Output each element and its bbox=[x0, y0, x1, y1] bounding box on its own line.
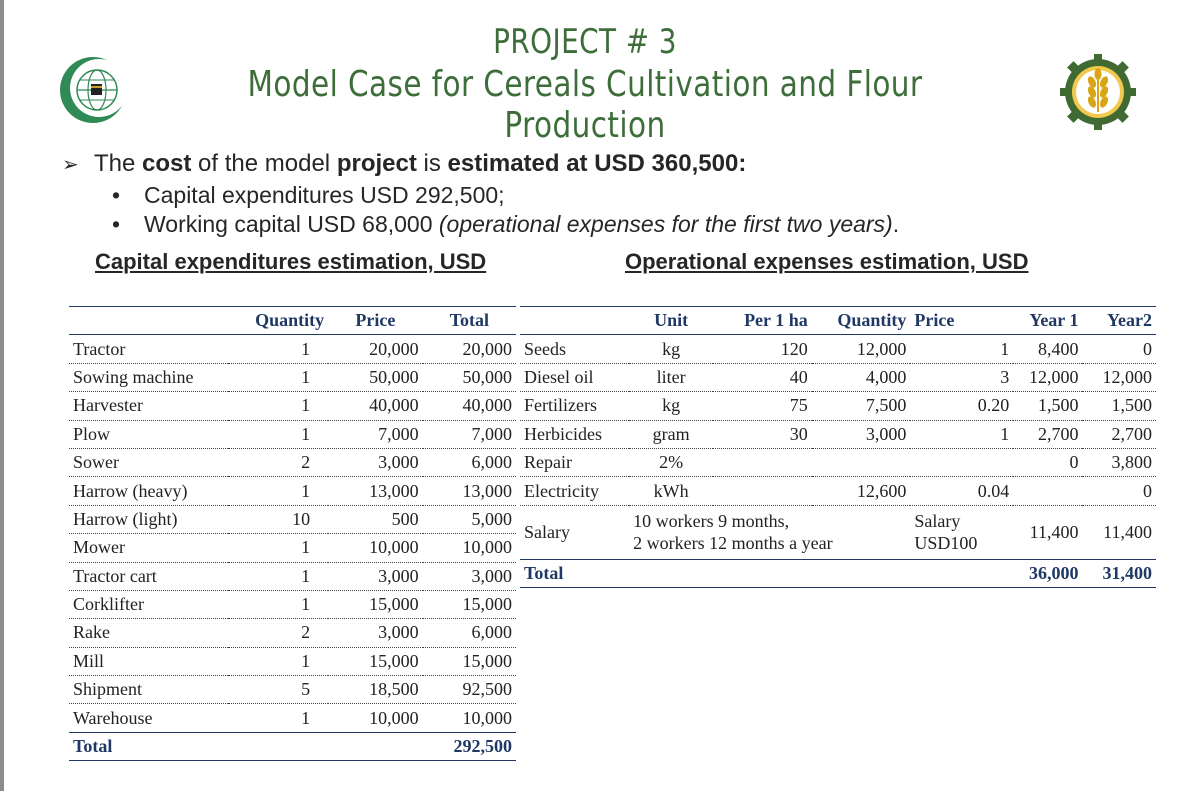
sub-bullet-capex bbox=[112, 182, 505, 209]
opex-cell: 11,400 bbox=[1029, 521, 1079, 542]
capex-cell: 1 bbox=[301, 565, 311, 586]
opex-cell: 12,000 bbox=[1028, 366, 1079, 387]
cost-summary bbox=[62, 150, 746, 178]
capex-cell: 15,000 bbox=[462, 650, 512, 671]
capex-col-total: Total bbox=[449, 310, 489, 331]
page-title-line2: Model Case for Cereals Cultivation and Flour Production bbox=[247, 64, 923, 146]
opex-cell: 30 bbox=[789, 423, 808, 444]
summary-mid2: is bbox=[416, 150, 448, 177]
capex-cell: Harrow (light) bbox=[73, 508, 178, 529]
opex-col-unit: Unit bbox=[654, 310, 689, 331]
capex-table bbox=[69, 306, 516, 761]
arrow-bullet-icon: ➢ bbox=[62, 154, 79, 176]
capex-cell: 3,000 bbox=[378, 622, 419, 643]
capex-cell: Shipment bbox=[73, 679, 143, 700]
capex-total-label: Total bbox=[73, 736, 113, 757]
opex-cell: 1,500 bbox=[1111, 395, 1152, 416]
capex-cell: Tractor cart bbox=[73, 565, 157, 586]
capex-cell: Sowing machine bbox=[73, 366, 194, 387]
capex-row bbox=[69, 534, 516, 562]
opex-cell: 1,500 bbox=[1037, 395, 1079, 416]
opex-header-row bbox=[520, 307, 1156, 335]
opex-cell: 120 bbox=[780, 338, 808, 359]
capex-cell: 1 bbox=[301, 537, 311, 558]
opex-cell bbox=[812, 448, 911, 476]
capex-cell: 10 bbox=[292, 508, 311, 529]
opex-cell: 0 bbox=[1069, 452, 1079, 473]
opex-row bbox=[520, 363, 1156, 391]
sub-bullet-wc-italic: (operational expenses for the first two years) bbox=[438, 211, 893, 237]
opex-cell: 2% bbox=[659, 452, 684, 473]
opex-cell bbox=[910, 448, 1013, 476]
sub-bullet-capex-text: Capital expenditures USD 292,500; bbox=[144, 182, 505, 208]
opex-cell: kWh bbox=[653, 480, 689, 501]
capex-cell: 1 bbox=[301, 594, 311, 615]
capex-cell: 6,000 bbox=[471, 622, 512, 643]
capex-cell: Rake bbox=[73, 622, 110, 643]
opex-salary-price-line2: USD100 bbox=[914, 533, 978, 554]
opex-total-label: Total bbox=[524, 562, 564, 583]
opex-heading: Operational expenses estimation, USD bbox=[625, 249, 1029, 274]
opex-cell: 12,000 bbox=[1102, 366, 1152, 387]
dot-bullet-icon: • bbox=[112, 211, 121, 237]
opex-col-price: Price bbox=[914, 310, 955, 331]
capex-cell: 10,000 bbox=[369, 707, 419, 728]
capex-row bbox=[69, 590, 516, 618]
opex-salary-desc-line1: 10 workers 9 months, bbox=[633, 511, 790, 532]
capex-cell: 5,000 bbox=[471, 508, 512, 529]
capex-cell: 1 bbox=[301, 480, 311, 501]
summary-cost: cost bbox=[142, 150, 192, 177]
opex-cell: kg bbox=[662, 395, 681, 416]
capex-cell: 1 bbox=[301, 338, 311, 359]
opex-row bbox=[520, 448, 1156, 476]
capex-cell: Tractor bbox=[73, 338, 126, 359]
capex-row bbox=[69, 704, 516, 732]
capex-total-value: 292,500 bbox=[453, 736, 512, 757]
opex-cell: Seeds bbox=[524, 338, 566, 359]
capex-cell: 6,000 bbox=[471, 452, 512, 473]
capex-cell: 50,000 bbox=[462, 366, 512, 387]
opex-cell: Herbicides bbox=[524, 423, 602, 444]
capex-header-row bbox=[69, 307, 516, 335]
capex-row bbox=[69, 335, 516, 363]
summary-mid1: of the model bbox=[191, 150, 337, 177]
capex-cell: 7,000 bbox=[471, 423, 512, 444]
sub-bullet-wc-end: . bbox=[892, 211, 900, 237]
opex-salary-desc-line2: 2 workers 12 months a year bbox=[633, 533, 833, 554]
capex-cell: 40,000 bbox=[462, 395, 512, 416]
opex-cell: 4,000 bbox=[865, 366, 907, 387]
capex-cell: Plow bbox=[73, 423, 111, 444]
capex-cell: 15,000 bbox=[369, 650, 419, 671]
opex-cell: 8,400 bbox=[1037, 338, 1079, 359]
capex-cell: 1 bbox=[301, 707, 311, 728]
opex-cell bbox=[713, 448, 812, 476]
summary-estimated: estimated at USD 360,500: bbox=[447, 150, 747, 177]
capex-cell: 3,000 bbox=[378, 452, 419, 473]
opex-cell: 3,000 bbox=[865, 423, 907, 444]
capex-row bbox=[69, 477, 516, 505]
capex-cell: 1 bbox=[301, 650, 311, 671]
wheat-gear-icon bbox=[1058, 52, 1138, 132]
capex-cell: Harrow (heavy) bbox=[73, 480, 188, 501]
opex-cell: 12,600 bbox=[856, 480, 907, 501]
opex-cell: Diesel oil bbox=[524, 366, 594, 387]
capex-row bbox=[69, 363, 516, 391]
capex-col-quantity: Quantity bbox=[255, 310, 325, 331]
capex-cell: Warehouse bbox=[73, 707, 153, 728]
opex-cell: 1 bbox=[1000, 338, 1010, 359]
opex-cell bbox=[1013, 477, 1082, 505]
opex-cell: 11,400 bbox=[1103, 521, 1152, 542]
capex-row bbox=[69, 392, 516, 420]
opex-cell: 7,500 bbox=[865, 395, 907, 416]
capex-cell: 15,000 bbox=[462, 594, 512, 615]
capex-cell: 3,000 bbox=[378, 565, 419, 586]
sub-bullet-wc-text: Working capital USD 68,000 bbox=[144, 211, 439, 237]
capex-cell: 1 bbox=[301, 395, 311, 416]
globe-crescent-icon bbox=[58, 55, 128, 125]
opex-total-year2: 31,400 bbox=[1102, 562, 1152, 583]
opex-row bbox=[520, 392, 1156, 420]
capex-row bbox=[69, 676, 516, 704]
capex-cell: 2 bbox=[301, 452, 311, 473]
opex-cell: 12,000 bbox=[856, 338, 907, 359]
opex-cell: Electricity bbox=[524, 480, 599, 501]
capex-body bbox=[69, 335, 516, 761]
opex-cell: 0 bbox=[1143, 338, 1152, 359]
opex-salary-price-line1: Salary bbox=[914, 511, 961, 532]
capex-cell: 50,000 bbox=[369, 366, 419, 387]
opex-col-item bbox=[520, 307, 629, 335]
opex-cell: 0.20 bbox=[977, 395, 1010, 416]
capex-cell: 13,000 bbox=[462, 480, 512, 501]
opex-cell: Repair bbox=[524, 452, 572, 473]
capex-cell: 7,000 bbox=[378, 423, 419, 444]
capex-cell: 500 bbox=[391, 508, 419, 529]
opex-row bbox=[520, 477, 1156, 505]
capex-cell: Harvester bbox=[73, 395, 143, 416]
capex-cell: 15,000 bbox=[369, 594, 419, 615]
capex-cell: 1 bbox=[301, 423, 311, 444]
capex-cell: 1 bbox=[301, 366, 311, 387]
opex-col-per-ha: Per 1 ha bbox=[744, 310, 808, 331]
opex-row-salary bbox=[520, 505, 1156, 559]
opex-cell: 75 bbox=[789, 395, 808, 416]
opex-salary-desc bbox=[629, 505, 910, 559]
oic-logo bbox=[58, 55, 128, 130]
sub-bullet-working-capital bbox=[112, 211, 899, 238]
left-border bbox=[0, 0, 4, 791]
dot-bullet-icon: • bbox=[112, 182, 121, 208]
opex-table bbox=[520, 306, 1156, 588]
opex-row bbox=[520, 420, 1156, 448]
opex-cell: 0.04 bbox=[977, 480, 1010, 501]
capex-cell: Mill bbox=[73, 650, 105, 671]
capex-cell: 40,000 bbox=[369, 395, 419, 416]
capex-cell: 20,000 bbox=[462, 338, 512, 359]
opex-cell: Fertilizers bbox=[524, 395, 597, 416]
opex-body bbox=[520, 335, 1156, 588]
capex-cell: 5 bbox=[301, 679, 311, 700]
capex-row bbox=[69, 420, 516, 448]
capex-heading: Capital expenditures estimation, USD bbox=[95, 249, 487, 274]
opex-cell: 2,700 bbox=[1037, 423, 1079, 444]
opex-cell: 2,700 bbox=[1111, 423, 1152, 444]
opex-total-year1: 36,000 bbox=[1028, 562, 1079, 583]
opex-col-year1: Year 1 bbox=[1029, 310, 1079, 331]
capex-cell: Corklifter bbox=[73, 594, 144, 615]
opex-row bbox=[520, 335, 1156, 363]
opex-cell: 3,800 bbox=[1111, 452, 1152, 473]
capex-cell: 10,000 bbox=[462, 537, 512, 558]
capex-row bbox=[69, 448, 516, 476]
opex-cell: 40 bbox=[789, 366, 808, 387]
capex-cell: 13,000 bbox=[369, 480, 419, 501]
summary-project: project bbox=[336, 150, 417, 177]
capex-cell: 10,000 bbox=[369, 537, 419, 558]
capex-row bbox=[69, 647, 516, 675]
opex-salary-price bbox=[910, 505, 1013, 559]
capex-row bbox=[69, 562, 516, 590]
capex-total-row bbox=[69, 732, 516, 760]
opex-cell bbox=[713, 477, 812, 505]
wheat-logo bbox=[1058, 52, 1138, 137]
opex-cell: 3 bbox=[1000, 366, 1010, 387]
capex-cell: 10,000 bbox=[462, 707, 512, 728]
opex-cell: Salary bbox=[524, 521, 570, 542]
capex-cell: Sower bbox=[73, 452, 119, 473]
capex-row bbox=[69, 505, 516, 533]
opex-total-row bbox=[520, 559, 1156, 587]
capex-cell: 3,000 bbox=[471, 565, 512, 586]
opex-col-quantity: Quantity bbox=[837, 310, 907, 331]
page-title-line1: PROJECT # 3 bbox=[493, 22, 677, 62]
capex-cell: 20,000 bbox=[369, 338, 419, 359]
summary-prefix: The bbox=[94, 150, 143, 177]
capex-cell: Mower bbox=[73, 537, 125, 558]
opex-cell: gram bbox=[652, 423, 690, 444]
capex-col-price: Price bbox=[355, 310, 396, 331]
opex-col-year2: Year2 bbox=[1107, 310, 1152, 331]
capex-col-item bbox=[69, 307, 228, 335]
capex-cell: 92,500 bbox=[462, 679, 512, 700]
opex-cell: liter bbox=[656, 366, 686, 387]
opex-cell: kg bbox=[662, 338, 681, 359]
capex-cell: 2 bbox=[301, 622, 311, 643]
opex-cell: 0 bbox=[1143, 480, 1152, 501]
capex-row bbox=[69, 619, 516, 647]
capex-cell: 18,500 bbox=[369, 679, 419, 700]
opex-cell: 1 bbox=[1000, 423, 1010, 444]
